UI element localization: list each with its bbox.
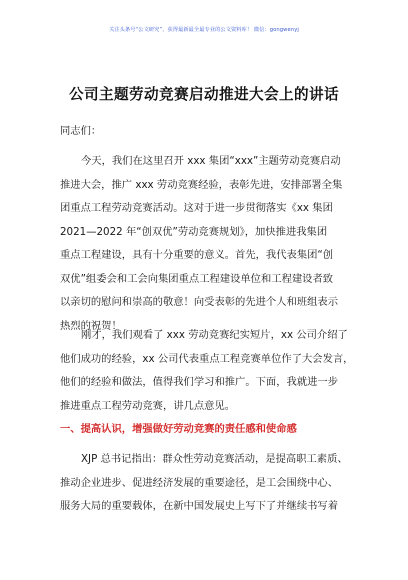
salutation (60, 120, 360, 144)
paragraph-1-line: 热烈的祝贺！ (60, 319, 122, 332)
paragraph-1-line: 团重点工程劳动竞赛活动。这对于进一步贯彻落实《xx 集团 (60, 202, 333, 214)
paragraph-3 (60, 448, 360, 519)
paragraph-2-line: 推进重点工程劳动竞赛，讲几点意见。 (60, 399, 236, 412)
paragraph-1-line: 双优”组委会和工会向集团重点工程建设单位和工程建设者致 (60, 272, 334, 285)
paragraph-1-line: 今天，我们在这里召开 xxx 集团“xxx”主题劳动竞赛启动 (81, 155, 341, 167)
document-title: 公司主题劳动竞赛启动推进大会上的讲话 (69, 86, 339, 103)
paragraph-2-line: 他们成功的经验，xx 公司代表重点工程竞赛单位作了大会发言， (60, 352, 354, 365)
paragraph-1-line: 以亲切的慰问和崇高的敬意！向受表彰的先进个人和班组表示 (60, 296, 339, 308)
section-1-heading: 一、提高认识，增强做好劳动竞赛的责任感和使命感 (60, 423, 297, 435)
paragraph-1 (60, 150, 360, 338)
paragraph-3-line: 推动企业进步、促进经济发展的重要途径，是工会围绕中心、 (60, 476, 339, 489)
paragraph-1-line: 2021—2022 年“创双优”劳动竞赛规划》，加快推进我集团 (60, 225, 328, 238)
paragraph-3-line: XJP 总书记指出：群众性劳动竞赛活动，是提高职工素质、 (81, 453, 348, 465)
paragraph-1-line: 重点工程建设，具有十分重要的意义。首先，我代表集团“创 (60, 249, 334, 261)
salutation-text: 同志们： (60, 125, 102, 137)
paragraph-2-line: 他们的经验和做法，值得我们学习和推广。下面，我就进一步 (60, 376, 339, 388)
paragraph-1-line: 推进大会，推广 xxx 劳动竞赛经验，表彰先进，安排部署全集 (60, 178, 343, 191)
paragraph-2 (60, 324, 360, 418)
paragraph-2-line: 刚才，我们观看了 xxx 劳动竞赛纪实短片，xx 公司介绍了 (81, 329, 348, 341)
header-promo-note: 关注头条号“公文研究”，获得最新最全最专业的公文资料库！ 微信：gongwenyj (109, 27, 299, 33)
paragraph-3-line: 服务大局的重要载体，在新中国发展史上写下了并继续书写着 (60, 500, 339, 512)
